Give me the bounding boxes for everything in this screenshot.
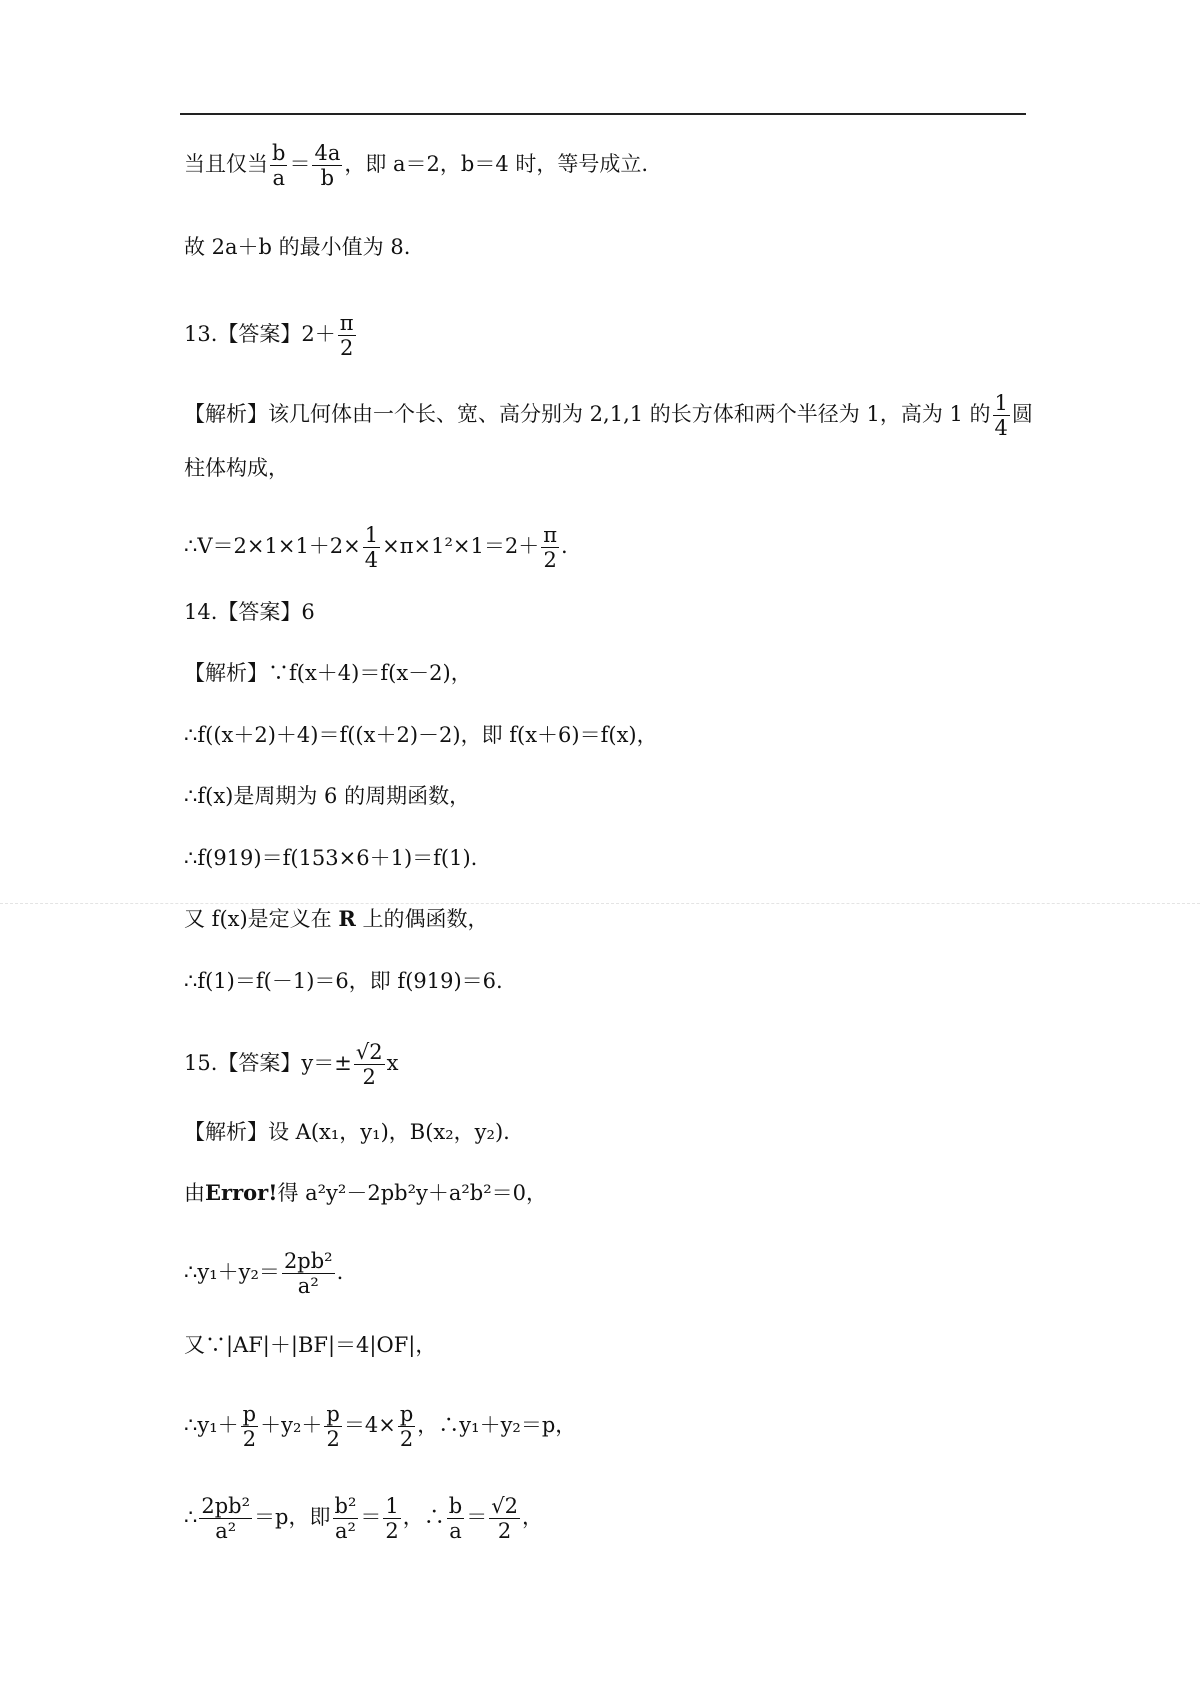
fraction: $\frac{p}{2}$ [326,1402,340,1452]
fraction: $\frac{\text{b²}}{\text{a²}}$ [334,1494,357,1544]
fraction: $\frac{4a}{b}$ [314,141,341,191]
fraction: $\frac{1}{2}$ [385,1494,399,1544]
fraction: $\frac{p}{2}$ [242,1402,257,1452]
text-line: ∴f((x＋2)＋4)＝f((x＋2)－2)，即 f(x＋6)＝f(x)， [184,723,658,747]
formula-line: ∴V＝2×1×1＋2× $\frac{1}{4}$ ×π×1²×1＝2＋ $\frac{\pi}{2}$ . [184,523,568,573]
answer-heading: 13.【答案】2＋ $\frac{\pi}{2}$ [184,311,354,361]
text-line: 【解析】该几何体由一个长、宽、高分别为 2,1,1 的长方体和两个半径为 1，高为 1 的 $\frac{1}{4}$ 圆 [184,391,1033,441]
page-fold-guide [0,903,1200,904]
text-line: 柱体构成， [184,456,289,480]
text-line: ∴f(919)＝f(153×6＋1)＝f(1). [184,846,478,870]
text-line: 【解析】设 A(x₁，y₁)，B(x₂，y₂). [184,1120,510,1144]
fraction: $\frac{\text{2pb²}}{\text{a²}}$ [201,1494,251,1544]
fraction: $\frac{√2}{2}$ [355,1040,383,1090]
text-line: 【解析】∵f(x＋4)＝f(x－2)， [184,661,472,685]
text-line: ∴f(x)是周期为 6 的周期函数， [184,784,471,808]
fraction: $\frac{√2}{2}$ [491,1494,518,1544]
text-line: ∴f(1)＝f(－1)＝6，即 f(919)＝6. [184,969,503,993]
fraction: $\frac{1}{4}$ [994,391,1008,441]
formula-line: ∴ $\frac{\text{2pb²}}{\text{a²}}$ ＝p，即 $\frac{\text{b²}}{\text{a²}}$ ＝ $\frac{1}{2}$ ，∴ $\frac{b}{a}$ ＝ $\frac{√2}{2}$ ， [184,1494,543,1544]
text-line: 故 2a＋b 的最小值为 8. [184,235,411,259]
fraction: $\frac{p}{2}$ [399,1402,414,1452]
formula-line: ∴y₁＋y₂＝ $\frac{\text{2pb²}}{\text{a²}}$ . [184,1249,344,1299]
fraction: $\frac{b}{a}$ [272,141,286,191]
fraction: $\frac{\pi}{2}$ [339,311,354,361]
answer-heading: 15.【答案】y＝± $\frac{√2}{2}$ x [184,1040,399,1090]
fraction: $\frac{\pi}{2}$ [543,523,558,573]
fraction: $\frac{b}{a}$ [448,1494,463,1544]
formula-line: ∴y₁＋ $\frac{p}{2}$ ＋y₂＋ $\frac{p}{2}$ ＝4× $\frac{p}{2}$ ，∴y₁＋y₂＝p， [184,1402,577,1452]
text-line: 由Error!得 a²y²－2pb²y＋a²b²＝0， [184,1180,548,1205]
fraction: $\frac{1}{4}$ [364,523,379,573]
fraction: $\frac{\text{2pb²}}{\text{a²}}$ [283,1249,333,1299]
text-line: 当且仅当 $\frac{b}{a}$ ＝ $\frac{4a}{b}$ ，即 a＝2，b＝4 时，等号成立. [184,141,649,191]
answer-heading: 14.【答案】6 [184,600,315,624]
text-line: 又∵|AF|＋|BF|＝4|OF|， [184,1333,437,1357]
header-rule [180,113,1026,115]
text-line: 又 f(x)是定义在 R 上的偶函数， [184,906,489,931]
